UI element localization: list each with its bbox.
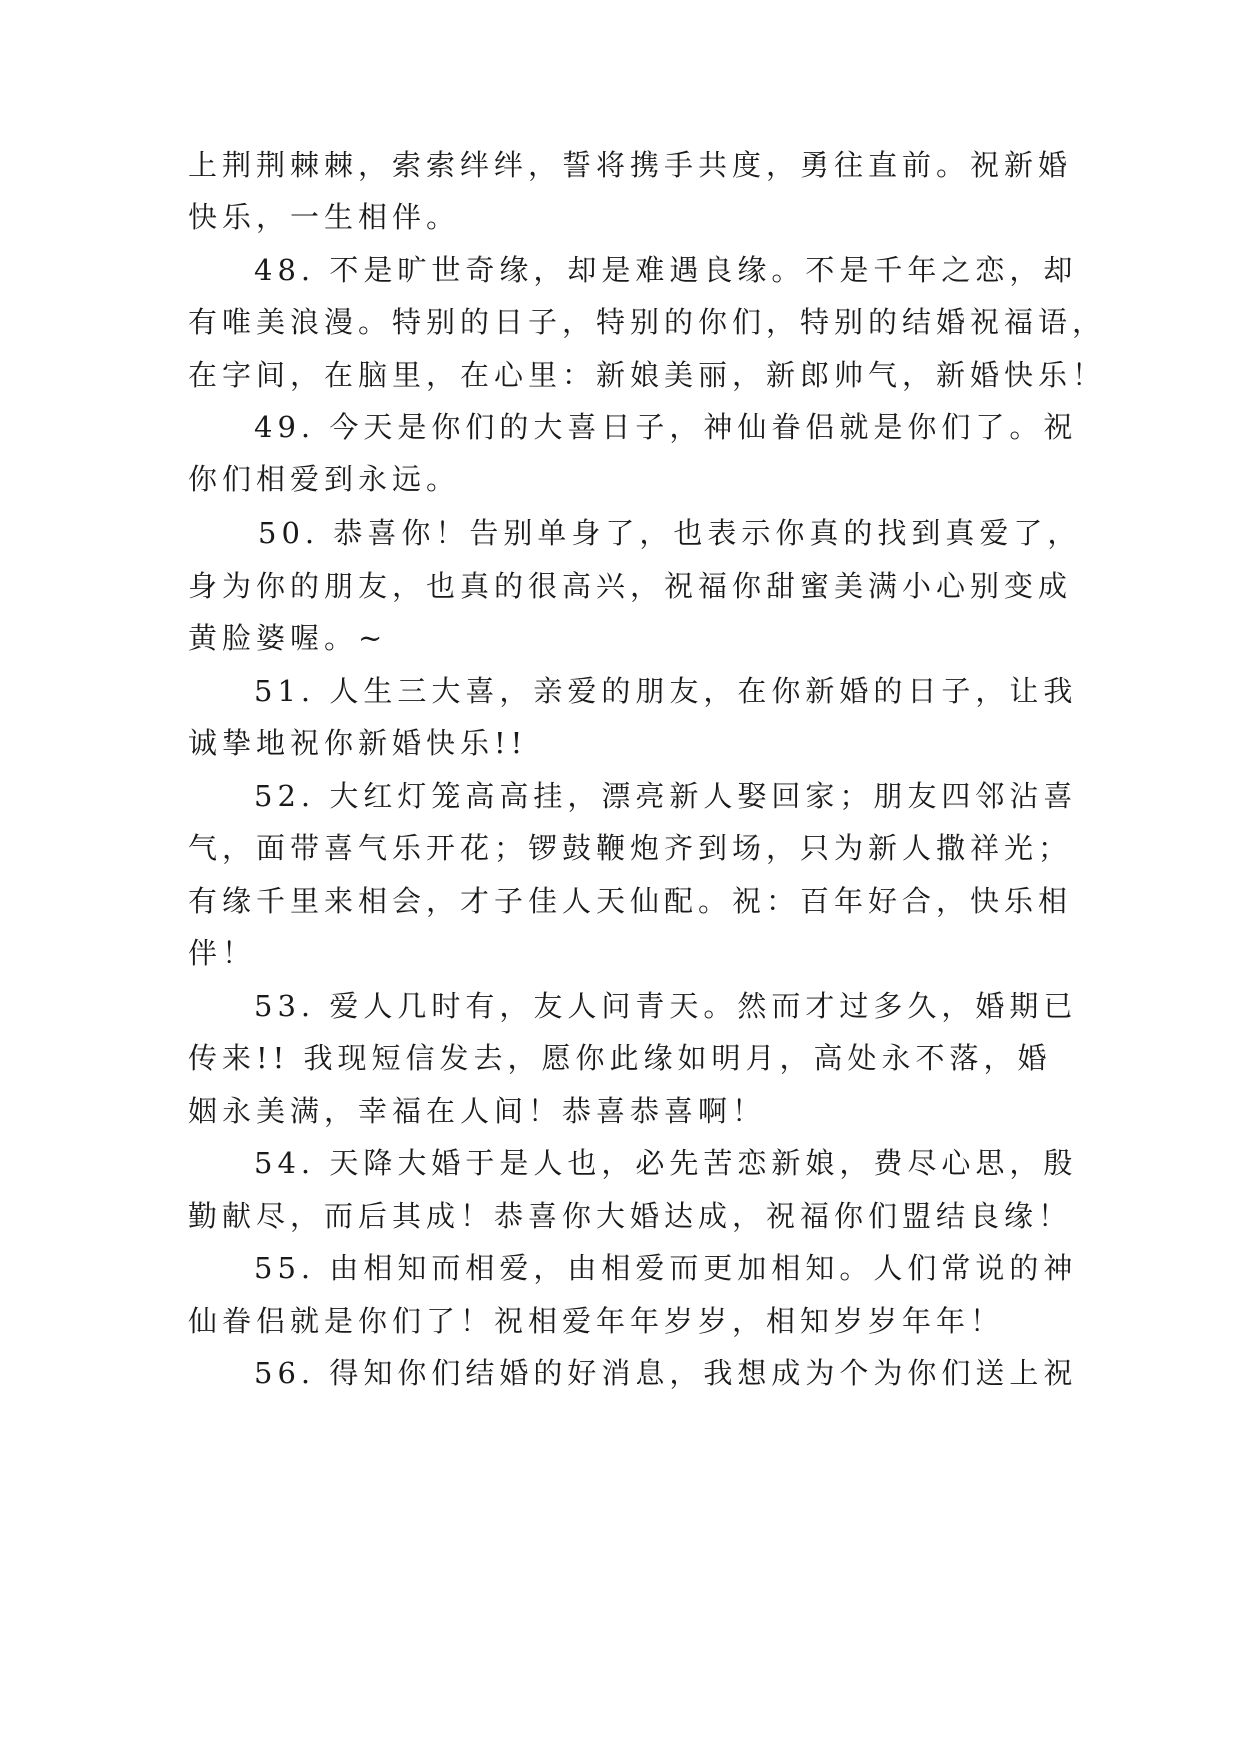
text-line: 49. 今天是你们的大喜日子，神仙眷侣就是你们了。祝: [254, 410, 1078, 444]
text-line: 51. 人生三大喜，亲爱的朋友，在你新婚的日子，让我: [254, 674, 1078, 708]
text-line: 你们相爱到永远。: [188, 462, 461, 496]
text-line: 52. 大红灯笼高高挂，漂亮新人娶回家；朋友四邻沾喜: [254, 779, 1078, 813]
text-line: 黄脸婆喔。~: [188, 621, 388, 655]
text-line: 48. 不是旷世奇缘，却是难遇良缘。不是千年之恋，却: [254, 253, 1078, 287]
text-line: 有缘千里来相会，才子佳人天仙配。祝：百年好合，快乐相: [188, 884, 1073, 918]
text-line: 快乐，一生相伴。: [188, 200, 461, 234]
text-line: 姻永美满，幸福在人间！恭喜恭喜啊！: [188, 1094, 767, 1128]
text-line: 身为你的朋友，也真的很高兴，祝福你甜蜜美满小心别变成: [188, 569, 1073, 603]
text-line: 在字间，在脑里，在心里：新娘美丽，新郎帅气，新婚快乐！: [188, 358, 1107, 392]
text-line: 伴！: [188, 936, 257, 970]
text-line: 传来!! 我现短信发去，愿你此缘如明月，高处永不落，婚: [188, 1041, 1052, 1075]
text-line: 50. 恭喜你！告别单身了，也表示你真的找到真爱了，: [258, 516, 1082, 550]
text-line: 气，面带喜气乐开花；锣鼓鞭炮齐到场，只为新人撒祥光；: [188, 831, 1073, 865]
text-line: 54. 天降大婚于是人也，必先苦恋新娘，费尽心思，殷: [254, 1146, 1078, 1180]
text-line: 53. 爱人几时有，友人问青天。然而才过多久，婚期已: [254, 989, 1078, 1023]
text-line: 勤献尽，而后其成！恭喜你大婚达成，祝福你们盟结良缘！: [188, 1199, 1073, 1233]
text-line: 56. 得知你们结婚的好消息，我想成为个为你们送上祝: [254, 1356, 1078, 1390]
text-line: 上荆荆棘棘，索索绊绊，誓将携手共度，勇往直前。祝新婚: [188, 148, 1073, 182]
text-line: 有唯美浪漫。特别的日子，特别的你们，特别的结婚祝福语，: [188, 305, 1107, 339]
text-line: 诚挚地祝你新婚快乐!!: [188, 726, 528, 760]
text-line: 仙眷侣就是你们了！祝相爱年年岁岁，相知岁岁年年！: [188, 1304, 1005, 1338]
text-line: 55. 由相知而相爱，由相爱而更加相知。人们常说的神: [254, 1251, 1078, 1285]
